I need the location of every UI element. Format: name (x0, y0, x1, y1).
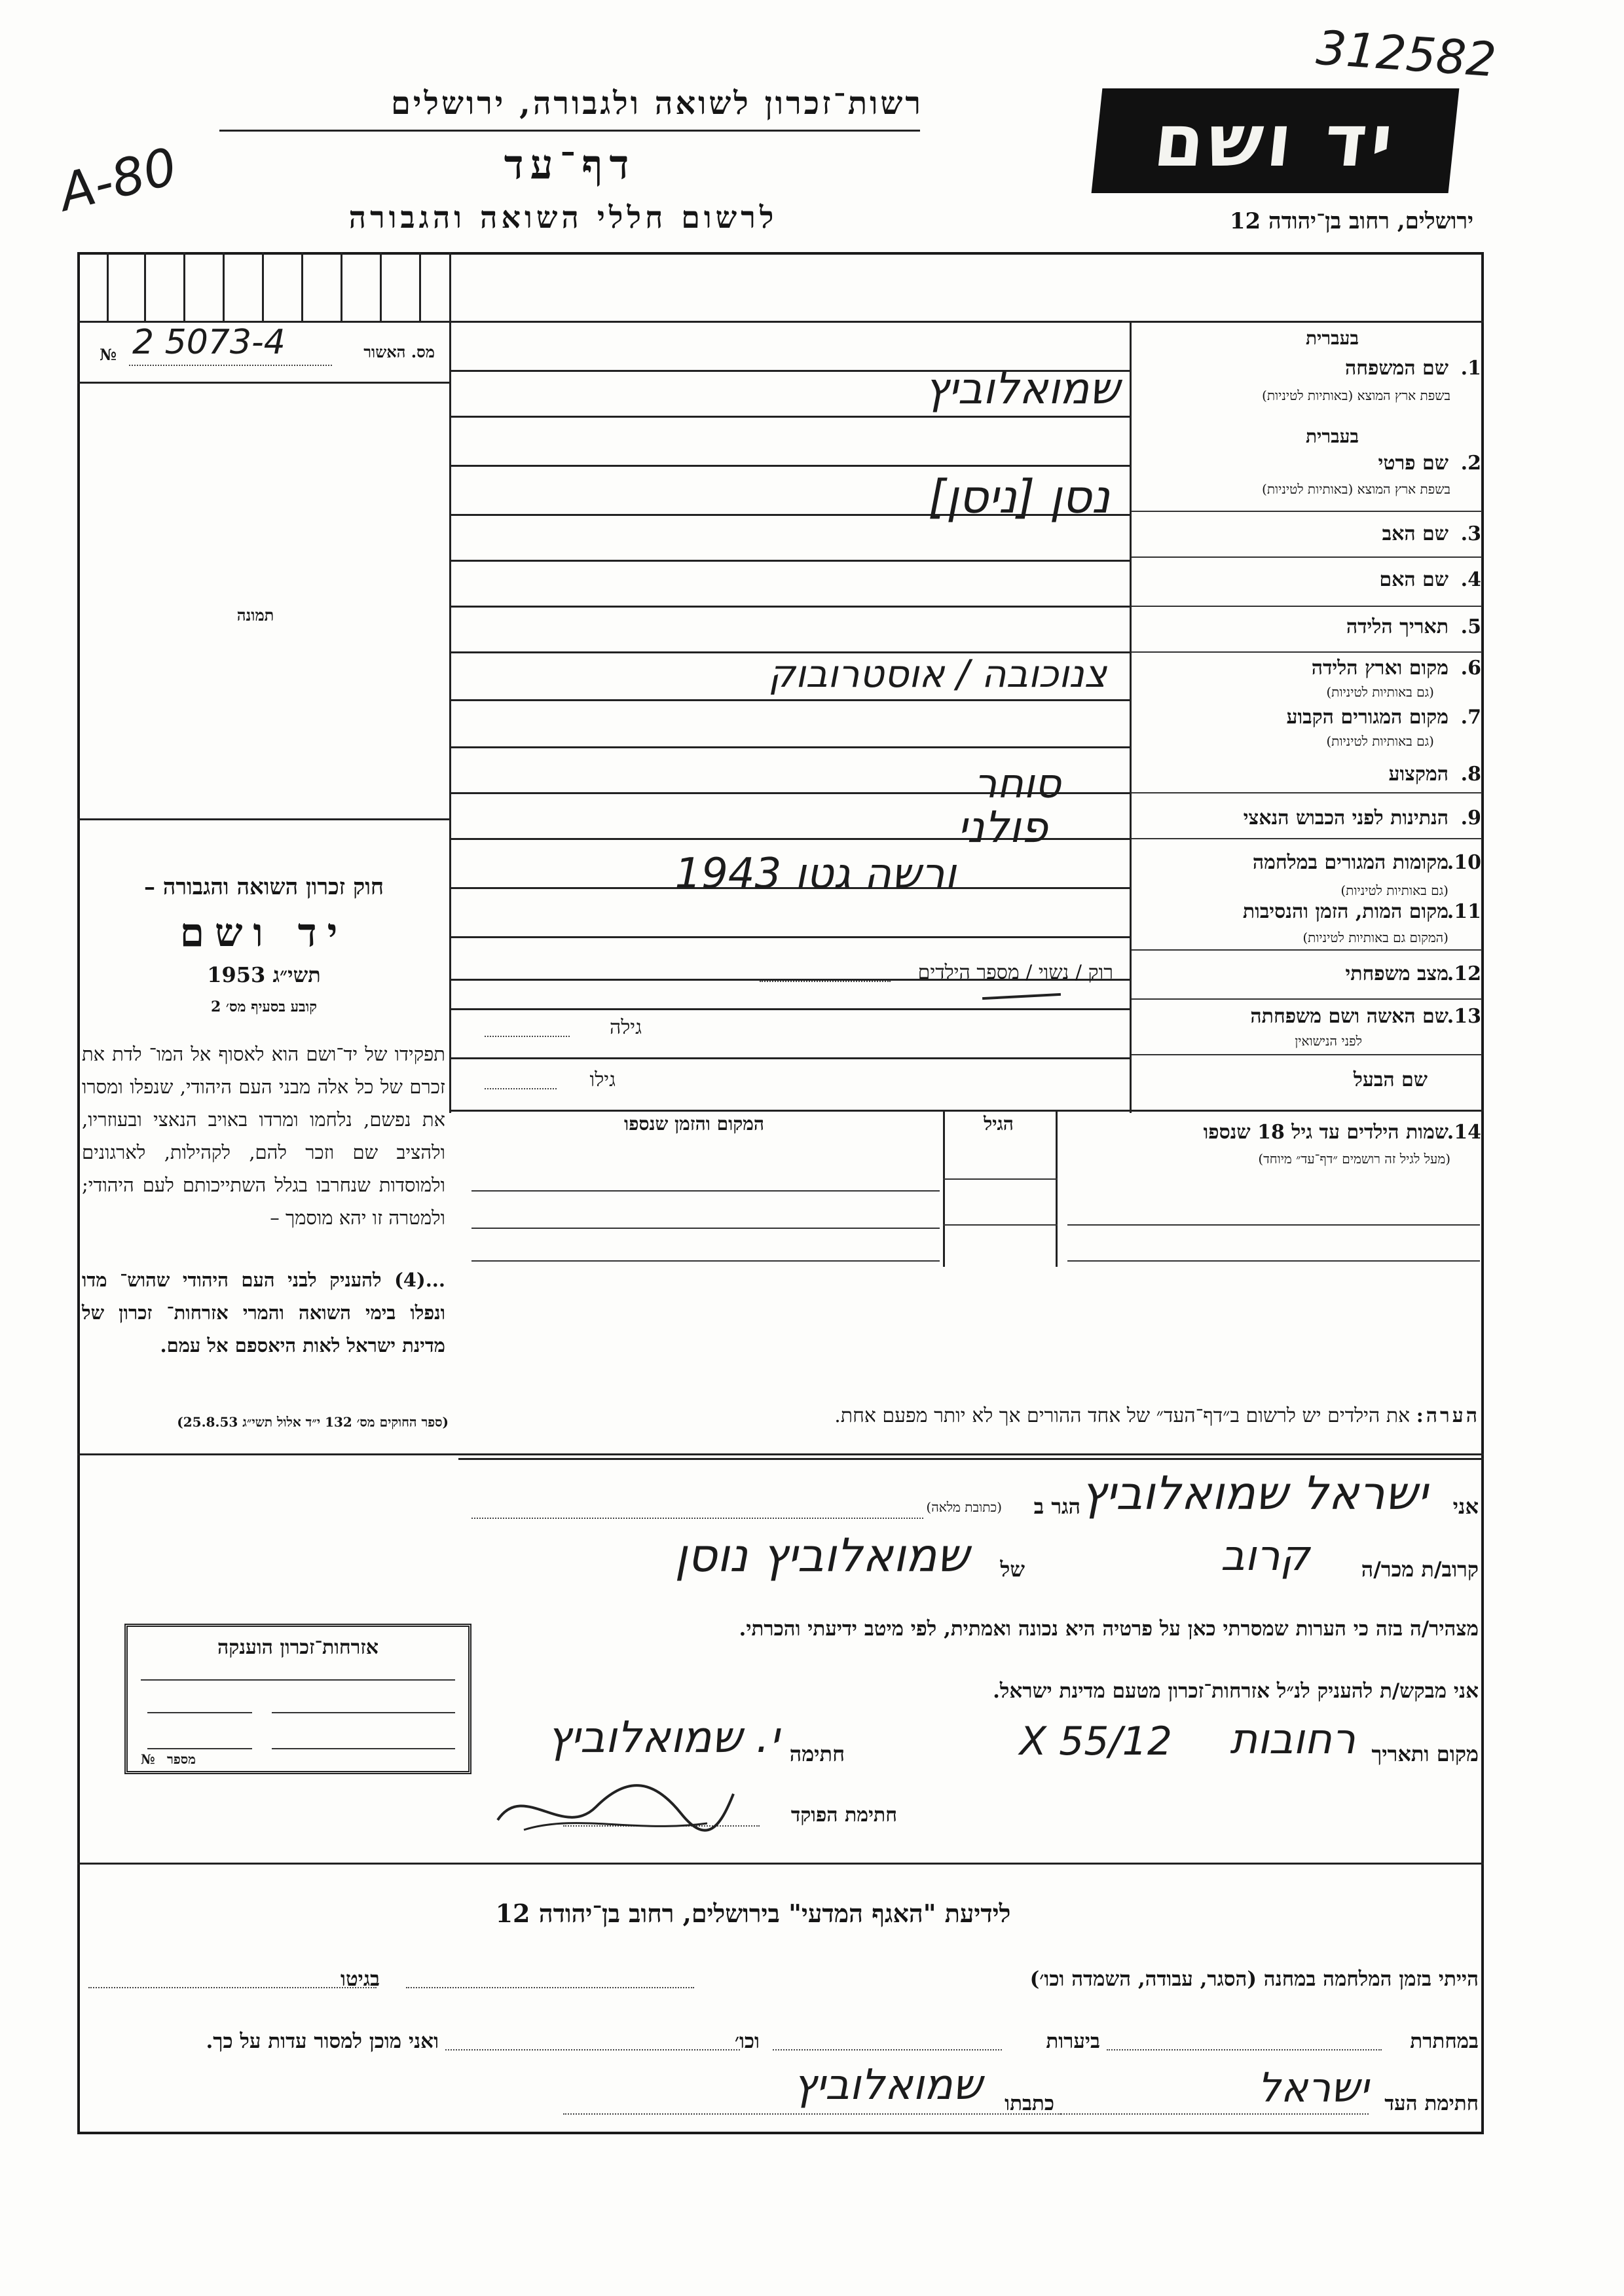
field-11-num: 11. (1447, 900, 1481, 923)
law-text-1: תפקידו של יד־ושם הוא לאסוף אל המו־ לדת את זכרם של כל אלה מבני העם היהודי, שנפלו ומסרו את נפשם, נלחמו ומרדו באויב הנאצי ובעוזריו, ולהציב שם וזכר להם, לקהילות, לארגונים ולמוסדות שנחרבו בגלל השתייכותם לעם היהודי; ולמטרה זו יהא מוסמך – (82, 1043, 445, 1229)
law-name: יד ושם (179, 910, 348, 956)
law-year: תשי״ג 1953 (207, 962, 321, 987)
declarant-signature: י. שמואלוביץ (547, 1712, 779, 1762)
field-3-num: 3. (1460, 522, 1481, 545)
husband-age-label: גילו (589, 1068, 616, 1091)
note-label: הערה: (1416, 1404, 1480, 1427)
logo-text: יד ושם (1150, 99, 1401, 183)
form-subtitle: לרשום חללי השואה והגבורה (348, 200, 778, 235)
citizenship-box: אזרחות־זכרון הוענקה מספר № (124, 1624, 471, 1774)
wife-age-label: גילה (609, 1016, 642, 1039)
citizenship-number-label: מספר (167, 1751, 196, 1767)
citizenship-box-title: אזרחות־זכרון הוענקה (217, 1636, 379, 1659)
law-title: חוק זכרון השואה והגבורה – (143, 874, 384, 900)
approval-label: מס. האשור (363, 342, 435, 361)
field-1-lang: בעברית (1305, 327, 1359, 349)
field-7-label: מקום המגורים הקבוע (1286, 706, 1449, 729)
declaration-statement: מצהיר/ה בזה כי הערות שמסרתי כאן על פרטיה היא נכונה ואמתית, לפי מיטב ידיעתי והכרתי. (739, 1617, 1479, 1641)
field-10-sub: (גם באותיות לטיניות) (1340, 883, 1449, 898)
margin-code: A-80 (53, 137, 183, 223)
footer-title: לידיעת "האגף המדעי" בירושלים, רחוב בן־יהודה 12 (495, 1899, 1011, 1928)
approval-number-row: מס. האשור № 2 5073-4 (80, 324, 448, 382)
field-6-sub: (גם באותיות לטיניות) (1326, 684, 1434, 700)
official-signature-label: חתימת הפוקד (790, 1804, 897, 1827)
relative-label: קרוב/ת מכר/ה (1361, 1557, 1479, 1582)
field-3-label: שם האב (1382, 522, 1449, 545)
field-5-num: 5. (1460, 615, 1481, 638)
official-signature-scribble (485, 1768, 747, 1846)
of-label: של (1000, 1557, 1025, 1582)
note-text: את הילדים יש לרשום ב״דף־העד״ של אחד ההורים אך לא יותר מפעם אחת. (834, 1404, 1411, 1427)
field-9-num: 9. (1460, 807, 1481, 829)
field-6-value: צנוכובה / אוסטרובוק (768, 651, 1107, 696)
field-12-label: מצב משפחתי (1345, 962, 1449, 985)
header-address: ירושלים, רחוב בן־יהודה 12 (1229, 208, 1473, 234)
address-hint: (כתובת מלאה) (926, 1499, 1002, 1515)
archive-number: 312582 (1314, 20, 1498, 88)
footer-line2-c: וכו׳ (734, 2030, 760, 2053)
field-13-label: שם האשה ושם משפחתה (1250, 1005, 1449, 1028)
address-label: כתבתו (1005, 2092, 1054, 2115)
field-11-sub: (המקום גם באותיות לטיניות) (1302, 930, 1449, 945)
field-7-num: 7. (1460, 706, 1481, 729)
note (834, 1404, 1480, 1427)
field-5-label: תאריך הלידה (1346, 615, 1449, 638)
address-value: שמואלוביץ (793, 2061, 982, 2109)
children-col-place: המקום והזמן שנספו (624, 1113, 764, 1135)
field-10-label: מקומות המגורים במלחמה (1252, 851, 1449, 874)
law-reference: (ספר החוקים מס׳ 132 י״ד אלול תשי״ג 25.8.53) (177, 1414, 449, 1430)
children-col-age: הגיל (984, 1113, 1014, 1135)
declarant-label: אני (1452, 1494, 1479, 1519)
footer-line2-b: ביערות (1046, 2030, 1100, 2053)
field-11-value: ורשה גטו 1943 (674, 850, 956, 898)
field-1-value: שמואלוביץ (925, 363, 1120, 414)
field-9-value: פולני (957, 802, 1048, 852)
children-label: שמות הילדים עד גיל 18 שנספו (1203, 1121, 1449, 1144)
footer-line2-a: במחתרת (1410, 2030, 1479, 2053)
signature-label: חתימה (789, 1741, 845, 1766)
field-2-label: שם פרטי (1378, 452, 1449, 475)
law-clause: קובע בסעיף מס׳ 2 (210, 998, 318, 1015)
field-11-label: מקום המות, הזמן והנסיבות (1242, 900, 1449, 923)
footer-line1-a: הייתי בזמן המלחמה במחנה (הסגר, עבודה, השמדה וכו׳) (1029, 1967, 1479, 1991)
footer-line2-d: ואני מוכן למסור עדות על כך. (206, 2030, 439, 2053)
field-8-value: סוחר (974, 759, 1061, 807)
field-6-label: מקום וארץ הלידה (1311, 657, 1449, 680)
field-4-num: 4. (1460, 568, 1481, 591)
resides-label: הגר ב (1033, 1494, 1080, 1519)
authority-name: רשות־זכרון לשואה ולגבורה, ירושלים (390, 85, 923, 122)
footer-line1-b: בגיטו (341, 1967, 380, 1991)
law-text-2: ...(4) להעניק לבני העם היהודי שהוש־ מדו ונפלו בימי השואה והמרי אזרחות־ זכרון של מדינת ישראל לאות היאספם אל עמם. (82, 1269, 445, 1357)
field-2-value: נסן [ניסן] (928, 470, 1110, 524)
field-1-num: 1. (1460, 357, 1481, 380)
field-2-sub: בשפת ארץ המוצא (באותיות לטיניות) (1262, 481, 1450, 497)
of-value: שמואלוביץ נוסן (674, 1529, 969, 1582)
children-sub: (מעל לגיל זה רושמים ״דף־עד״ מיוחד) (1258, 1151, 1450, 1167)
approval-number-value: 2 5073-4 (132, 323, 286, 362)
field-9-label: הנתינות לפני הכבוש הנאצי (1243, 807, 1449, 829)
field-12-num: 12. (1447, 962, 1481, 985)
field-1-sub: בשפת ארץ המוצא (באותיות לטיניות) (1262, 388, 1450, 403)
field-2-num: 2. (1460, 452, 1481, 475)
field-1-label: שם המשפחה (1344, 357, 1449, 380)
form-title: דף־עד (504, 141, 636, 189)
field-10-num: 10. (1447, 851, 1481, 874)
field-4-label: שם האם (1379, 568, 1449, 591)
marital-options: רוק / נשוי / מספר הילדים (917, 961, 1113, 984)
declaration-request: אני מבקש/ת להעניק לנ״ל אזרחות־זכרון מטעם מדינת ישראל. (993, 1679, 1479, 1703)
field-6-num: 6. (1460, 657, 1481, 680)
witness-sign-value: ישראל (1257, 2064, 1369, 2111)
date-value: 12/X 55 (1019, 1719, 1172, 1764)
photo-label: תמונה (236, 606, 274, 625)
husband-name-label: שם הבעל (1353, 1068, 1428, 1091)
field-13-num: 13. (1447, 1005, 1481, 1028)
field-7-sub: (גם באותיות לטיניות) (1326, 733, 1434, 749)
witness-sign-label: חתימת העד (1384, 2092, 1479, 2115)
children-num: 14. (1447, 1121, 1481, 1144)
place-date-label: מקום ותאריך (1371, 1741, 1479, 1766)
field-8-num: 8. (1460, 763, 1481, 786)
field-8-label: המקצוע (1388, 763, 1449, 786)
field-2-lang: בעברית (1305, 426, 1359, 447)
place-value: רחובות (1230, 1715, 1356, 1764)
field-13-sub: לפני הנישואין (1295, 1033, 1362, 1049)
yad-vashem-logo (1092, 88, 1460, 193)
relative-value: קרוב (1221, 1532, 1310, 1580)
declarant-name: ישראל שמואלוביץ (1080, 1467, 1428, 1520)
